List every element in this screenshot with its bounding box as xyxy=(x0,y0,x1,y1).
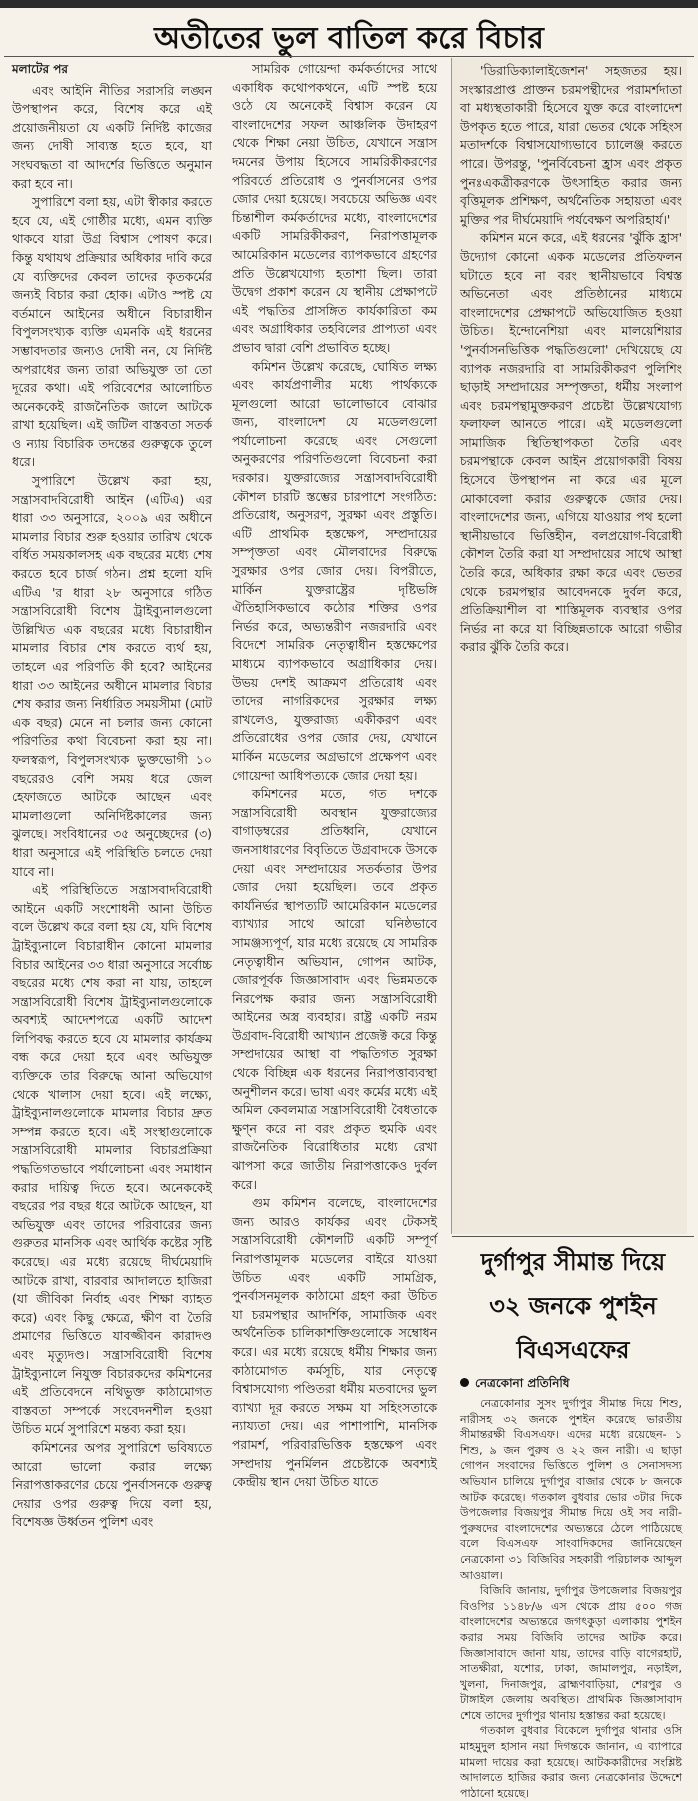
main-article-column-1 xyxy=(12,60,212,1532)
byline-text: নেত্রকোনা প্রতিনিধি xyxy=(475,1376,570,1390)
headline-line: বিএসএফের xyxy=(516,1335,630,1364)
paragraph: সুপারিশে উল্লেখ করা হয়, সন্ত্রাসবাদবিরোধী আইন (এটিএ) এর ধারা ৩৩ অনুসারে, ২০০৯ এর অধীনে মামলার বিচার শুরু হওয়ার তারিখ থেকে বর্ধিত সময়কালসহ এক বছরের মধ্যে শেষ করতে হবে চার্জ গঠন। প্রশ্ন হলো যদি এটিএ 'র ধারা ২৮ অনুসারে গঠিত সন্ত্রাসবিরোধী বিশেষ ট্রাইব্যুনালগুলো উল্লিখিত এক বছরের মধ্যে বিচারাধীন মামলার বিচার শেষ করতে ব্যর্থ হয়, তাহলে এর পরিণতি কী হবে? আইনের ধারা ৩৩ আইনের অধীনে মামলার বিচার শেষ করার জন্য নির্ধারিত সময়সীমা (মোট এক বছর) মেনে না চলার জন্য কোনো পরিণতির কথা বিবেচনা করা হয় না। ফলস্বরূপ, বিপুলসংখ্যক ভুক্তভোগী ১০ বছরেরও বেশি সময় ধরে জেল হেফাজতে আটকে আছেন এবং মামলাগুলো অনির্দিষ্টকালের জন্য ঝুলছে। সংবিধানের ৩৫ অনুচ্ছেদের (৩) ধারা অনুসারে এই পরিস্থিতি চলতে দেয়া যাবে না। xyxy=(12,473,212,879)
paragraph: কমিশনের মতে, গত দশকে সন্ত্রাসবিরোধী অবস্থান যুক্তরাজ্যের বাগাড়ম্বরের প্রতিধ্বনি, যেখানে জনসাধারণের বিবৃতিতে উগ্রবাদকে উসকে দেয়া এবং সম্প্রদায়ের সতর্কতার উপর জোর দেয়া হয়েছিল। তবে প্রকৃত কার্যনির্ভর স্থাপত্যটি আমেরিকান মডেলের ব্যাখ্যার সাথে আরো ঘনিষ্ঠভাবে সামঞ্জস্যপূর্ণ, যার মধ্যে রয়েছে যে সামরিক নেতৃত্বাধীন অভিযান, গোপন আটক, জোরপূর্বক জিজ্ঞাসাবাদ এবং ভিন্নমতকে নিরপেক্ষ করার জন্য সন্ত্রাসবিরোধী আইনের অস্ত্র ব্যবহার। রাষ্ট্র একটি নরম উগ্রবাদ-বিরোধী আখ্যান প্রজেক্ট করে কিন্তু সম্প্রদায়ের আস্থা বা পদ্ধতিগত সুরক্ষা থেকে বিচ্ছিন্ন এক ধরনের নিরাপত্তাব্যবস্থা অনুশীলন করে। ভাষা এবং কর্মের মধ্যে এই অমিল কেবলমাত্র সন্ত্রাসবিরোধী বৈধতাকে ক্ষুণ্ন করে না বরং প্রকৃত হুমকি এবং রাজনৈতিক বিরোধিতার মধ্যে রেখা ঝাপসা করে জাতীয় নিরাপত্তাকেও দুর্বল করে। xyxy=(232,786,437,1192)
main-headline: অতীতের ভুল বাতিল করে বিচার xyxy=(154,21,544,56)
headline-rule xyxy=(4,56,694,57)
section-rule xyxy=(452,1236,694,1237)
paragraph: সুপারিশে বলা হয়, এটা স্বীকার করতে হবে যে, এই গোষ্ঠীর মধ্যে, এমন ব্যক্তি থাকবে যারা উগ্র বিশ্বাস পোষণ করে। কিন্তু যথাযথ প্রক্রিয়ার অধিকার দাবি করে যে ব্যক্তিদের কেবল তাদের কৃতকর্মের জন্যই বিচার করা হোক। এটাও স্পষ্ট যে বর্তমানে আইনের অধীনে বিচারাধীন বিপুলসংখ্যক ব্যক্তি এমনকি এই ধরনের সম্ভাবদতার জন্যও দোষী নন, যে নির্দিষ্ট অপরাধের জন্য তারা অভিযুক্ত তা তো দূরের কথা। এই পরিবেশের আলোচিত অনেককেই রাজনৈতিক জালে আটকে রাখা হয়েছিল। এই জটিল বাস্তবতা সতর্ক ও ন্যায় বিচারিক তদন্তের গুরুত্বকে তুলে ধরে। xyxy=(12,194,212,470)
paragraph: কমিশনের অপর সুপারিশে ভবিষ্যতে আরো ভালো করার লক্ষ্যে নিরাপত্তাকরণের চেয়ে পুনর্বাসনকে গুরুত্ব দেয়ার ওপর গুরুত্ব দিয়ে বলা হয়, বিশেষজ্ঞ উর্ধ্বতন পুলিশ এবং xyxy=(12,1439,212,1530)
paragraph: গুম কমিশন বলেছে, বাংলাদেশের জন্য আরও কার্যকর এবং টেকসই সন্ত্রাসবিরোধী কৌশলটি একটি সম্পূর্ণ নিরাপত্তামূলক মডেলের বাইরে যাওয়া উচিত এবং একটি সামগ্রিক, পুনর্বাসনমূলক কাঠামো গ্রহণ করা উচিত যা চরমপন্থার আদর্শিক, সামাজিক এবং অর্থনৈতিক চালিকাশক্তিগুলোকে সম্বোধন করে। এর মধ্যে রয়েছে ধর্মীয় শিক্ষার জন্য কাঠামোগত কর্মসূচি, যার নেতৃত্বে বিশ্বাসযোগ্য পণ্ডিতরা ধর্মীয় মতবাদের ভুল ব্যাখ্যা দূর করতে সক্ষম যা সহিংসতাকে ন্যায্যতা দেয়। এর পাশাপাশি, মানসিক পরামর্শ, পরিবারভিত্তিক হস্তক্ষেপ এবং সম্প্রদায় পুনর্মিলন প্রচেষ্টাকে অবশ্যই কেন্দ্রীয় স্থান দেয়া উচিত যাতে xyxy=(232,1195,437,1490)
paragraph: এই পরিস্থিতিতে সন্ত্রাসবাদবিরোধী আইনে একটি সংশোধনী আনা উচিত বলে উল্লেখ করে বলা হয় যে, যদি বিশেষ ট্রাইব্যুনালে বিচারাধীন কোনো মামলার বিচার আইনের ৩৩ ধারা অনুসারে সর্বোচ্চ বছরের মধ্যে শেষ করা না যায়, তাহলে সন্ত্রাসবিরোধী বিশেষ ট্রাইব্যুনালগুলোকে অবশ্যই আদেশপত্রে একটি আদেশ লিপিবদ্ধ করতে হবে যে মামলার কার্যক্রম বন্ধ করে দেয়া হবে এবং অভিযুক্ত ব্যক্তিকে তার বিরুদ্ধে আনা অভিযোগ থেকে খালাস দেয়া হবে। এই লক্ষ্যে, ট্রাইব্যুনালগুলোকে মামলার বিচার দ্রুত সম্পন্ন করতে হবে। এই সংস্থাগুলোকে সন্ত্রাসবিরোধী মামলার বিচারপ্রক্রিয়া পদ্ধতিগতভাবে পর্যালোচনা এবং সমাধান করার দায়িত্ব দিতে হবে। অনেককেই বছরের পর বছর ধরে আটকে আছেন, যা অভিযুক্ত এবং তাদের পরিবারের জন্য গুরুতর মানসিক এবং আর্থিক কষ্টের সৃষ্টি করেছে। এর মধ্যে রয়েছে দীর্ঘমেয়াদি আটকে রাখা, বারবার আদালতে হাজিরা (যা জীবিকা নির্বাহ এবং শিক্ষা ব্যাহত করে) এবং কিছু ক্ষেত্রে, ক্ষীণ বা তৈরি প্রমাণের ভিত্তিতে যাবজ্জীবন কারাদণ্ড এবং মৃত্যুদণ্ড। সন্ত্রাসবিরোধী বিশেষ ট্রাইব্যুনালে নিযুক্ত বিচারকদের কমিশনের এই প্রতিবেদনে নথিভুক্ত কাঠামোগত বাস্তবতা সম্পর্কে সংবেদনশীল হওয়া উচিত মর্মে সুপারিশে মন্তব্য করা হয়। xyxy=(12,882,212,1437)
continued-label: মলাটের পর xyxy=(12,62,68,76)
byline xyxy=(460,1375,570,1395)
paragraph: 'ডিরাডিক্যালাইজেশন' সহজতর হয়। সংস্কারপ্রাপ্ত প্রাক্তন চরমপন্থীদের পরামর্শদাতা বা মধ্যস্থতাকারী হিসেবে যুক্ত করে বাংলাদেশ উপকৃত হতে পারে, যারা ভেতর থেকে সহিংস মতাদর্শকে বিশ্বাসযোগ্যভাবে চ্যালেঞ্জ করতে পারে। উপরন্তু, 'পুনর্বিবেচনা হ্রাস এবং প্রকৃত পুনঃএকত্রীকরণকে উৎসাহিত করার জন্য বৃত্তিমূলক প্রশিক্ষণ, অর্থনৈতিক সহায়তা এবং মুক্তির পর দীর্ঘমেয়াদি পর্যবেক্ষণ অপরিহার্য।' xyxy=(460,63,682,227)
paragraph: সামরিক গোয়েন্দা কর্মকর্তাদের সাথে একাধিক কথোপকথনে, এটি স্পষ্ট হয়ে ওঠে যে অনেকেই বিশ্বাস করেন যে বাংলাদেশের সফল আঞ্চলিক উদাহরণ থেকে শিক্ষা নেয়া উচিত, যেখানে সন্ত্রাস দমনের উপায় হিসেবে সামরিকীকরণের পরিবর্তে প্রতিরোধ ও পুনর্বাসনের ওপর জোর দেয়া হয়েছে। সবচেয়ে অভিজ্ঞ এবং চিন্তাশীল কর্মকর্তাদের মধ্যে, বাংলাদেশের একটি সামরিকীকরণ, নিরাপত্তামূলক আমেরিকান মডেলের ব্যাপকভাবে গ্রহণের প্রতি উল্লেখযোগ্য হতাশা ছিল। তারা উদ্বেগ প্রকাশ করেন যে স্থানীয় প্রেক্ষাপটে এই পদ্ধতির প্রাসঙ্গিত কার্যকারিতা কম এবং অগ্রাধিকার তহবিলের প্রাপ্যতা এবং প্রভাব দ্বারা বেশি প্রভাবিত হচ্ছে। xyxy=(232,61,437,355)
second-article-body xyxy=(460,1396,682,1801)
bullet-icon xyxy=(460,1378,469,1387)
headline-line: দুর্গাপুর সীমান্ত দিয়ে xyxy=(480,1247,666,1276)
main-article-column-2 xyxy=(232,60,437,1492)
top-border xyxy=(0,0,698,8)
paragraph: নেত্রকোনার সুসং দুর্গাপুর সীমান্ত দিয়ে শিশু, নারীসহ ৩২ জনকে পুশইন করেছে ভারতীয় সীমান্তরক্ষী বিএসএফ। এদের মধ্যে রয়েছেন- ১ শিশু, ৯ জন পুরুষ ও ২২ জন নারী। এ ছাড়া গোপন সংবাদের ভিত্তিতে পুলিশ ও সেনাসদস্য অভিযান চালিয়ে দুর্গাপুর বাজার থেকে ৮ জনকে আটক করেছে। গতকাল বুধবার ভোর ৩টার দিকে উপজেলার বিজয়পুর সীমান্ত দিয়ে ওই সব নারী-পুরুষদের বাংলাদেশের অভ্যন্তরে ঠেলে পাঠিয়েছে বলে বিএসএফ সাংবাদিকদের জানিয়েছেন নেত্রকোনা ৩১ বিজিবির সহকারী পরিচালক আব্দুল আওয়াল। xyxy=(460,1397,682,1582)
paragraph: কমিশন উল্লেখ করেছে, ঘোষিত লক্ষ্য এবং কার্যপ্রণালীর মধ্যে পার্থক্যকে মূলগুলো আরো ভালোভাবে বোঝার জন্য, বাংলাদেশ যে মডেলগুলো পর্যালোচনা করেছে এবং সেগুলো অনুকরণের পরিণতিগুলো বিবেচনা করা দরকার। যুক্তরাজ্যের সন্ত্রাসবাদবিরোধী কৌশল চারটি স্তম্ভের চারপাশে সংগঠিত: প্রতিরোধ, অনুসরণ, সুরক্ষা এবং প্রস্তুতি। এটি প্রাথমিক হস্তক্ষেপ, সম্প্রদায়ের সম্পৃক্ততা এবং মৌলবাদের বিরুদ্ধে সুরক্ষার ওপর জোর দেয়। বিপরীতে, মার্কিন যুক্তরাষ্ট্রের দৃষ্টিভঙ্গি ঐতিহাসিকভাবে কঠোর শক্তির ওপর নির্ভর করে, অভ্যন্তরীণ নজরদারি এবং বিদেশে সামরিক নেতৃত্বাধীন হস্তক্ষেপের মাধ্যমে ব্যাপকভাবে অগ্রাধিকার দেয়। উভয় দেশই আক্রমণ প্রতিরোধ এবং তাদের নাগরিকদের সুরক্ষার লক্ষ্য রাখলেও, যুক্তরাজ্য একীকরণ এবং প্রতিরোধের ওপর জোর দেয়, যেখানে মার্কিন মডেলের অগ্রভাগে প্রক্ষেপণ এবং গোয়েন্দা আধিপত্যকে জোর দেয়া হয়। xyxy=(232,358,437,783)
main-article-column-3 xyxy=(460,62,682,657)
paragraph: এবং আইনি নীতির সরাসরি লঙ্ঘন উপস্থাপন করে, বিশেষ করে এই প্রয়োজনীয়তা যে একটি নির্দিষ্ট কাজের জন্য দোষী সাব্যস্ত হতে হবে, যা সংঘবদ্ধতা বা আদর্শের ভিত্তিতে অনুমান করা হবে না। xyxy=(12,82,212,191)
paragraph: গতকাল বুধবার বিকেলে দুর্গাপুর থানার ওসি মাহমুদুল হাসান নয়া দিগন্তকে জানান, এ ব্যাপারে মামলা দায়ের করা হয়েছে। আটককারীদের সংশ্লিষ্ট আদালতে হাজির করার জন্য নেত্রকোনার উদ্দেশে পাঠানো হয়েছে। xyxy=(460,1724,682,1800)
second-article-headline xyxy=(452,1240,694,1372)
paragraph: কমিশন মনে করে, এই ধরনের 'ঝুঁকি হ্রাস' উদ্যোগ কোনো একক মডেলের প্রতিফলন ঘটাতে হবে না বরং স্থানীয়ভাবে বিশ্বস্ত অভিনেতা এবং প্রতিষ্ঠানের মাধ্যমে বাংলাদেশের প্রেক্ষাপটে অভিযোজিত হওয়া উচিত। ইন্দোনেশিয়া এবং মালয়েশিয়ার 'পুনর্বাসনভিত্তিক পদ্ধতিগুলো' দেখিয়েছে যে ব্যাপক নজরদারি বা সামরিকীকরণ পুলিশিং ছাড়াই সম্প্রদায়ের সম্পৃক্ততা, ধর্মীয় সংলাপ এবং চরমপন্থামুক্তকরণ প্রচেষ্টা উল্লেখযোগ্য ফলাফল আনতে পারে। এই মডেলগুলো সামাজিক স্থিতিস্থাপকতা তৈরি এবং চরমপন্থাকে কেবল আইন প্রয়োগকারী বিষয় হিসেবে উপস্থাপন না করে এর মূলে মোকাবেলা করার গুরুত্বকে জোর দেয়। বাংলাদেশের জন্য, এগিয়ে যাওয়ার পথ হলো স্থানীয়ভাবে ভিত্তিহীন, বলপ্রয়োগ-বিরোধী কৌশল তৈরি করা যা সম্প্রদায়ের সাথে আস্থা তৈরি করে, অধিকার রক্ষা করে এবং ভেতর থেকে চরমপন্থার আবেদনকে দুর্বল করে, প্রতিক্রিয়াশীল বা শাস্তিমূলক ব্যবস্থার ওপর নির্ভর না করে যা বিচ্ছিন্নতাকে আরো গভীর করার ঝুঁকি তৈরি করে। xyxy=(460,230,682,655)
paragraph: বিজিবি জানায়, দুর্গাপুর উপজেলার বিজয়পুর বিওপির ১১৪৮/৬ এস থেকে প্রায় ৫০০ গজ বাংলাদেশের অভ্যন্তরে জগৎকুড়া এলাকায় পুশইন করার সময় বিজিবি তাদের আটক করে। জিজ্ঞাসাবাদে জানা যায়, তাদের বাড়ি বাগেরহাট, সাতক্ষীরা, যশোর, ঢাকা, জামালপুর, নড়াইল, খুলনা, দিনাজপুর, ব্রাহ্মণবাড়িয়া, শেরপুর ও টাঙ্গাইল জেলায় অবস্থিত। প্রাথমিক জিজ্ঞাসাবাদ শেষে তাদের দুর্গাপুর থানায় হস্তান্তর করা হয়েছে। xyxy=(460,1584,682,1722)
headline-line: ৩২ জনকে পুশইন xyxy=(489,1291,657,1320)
